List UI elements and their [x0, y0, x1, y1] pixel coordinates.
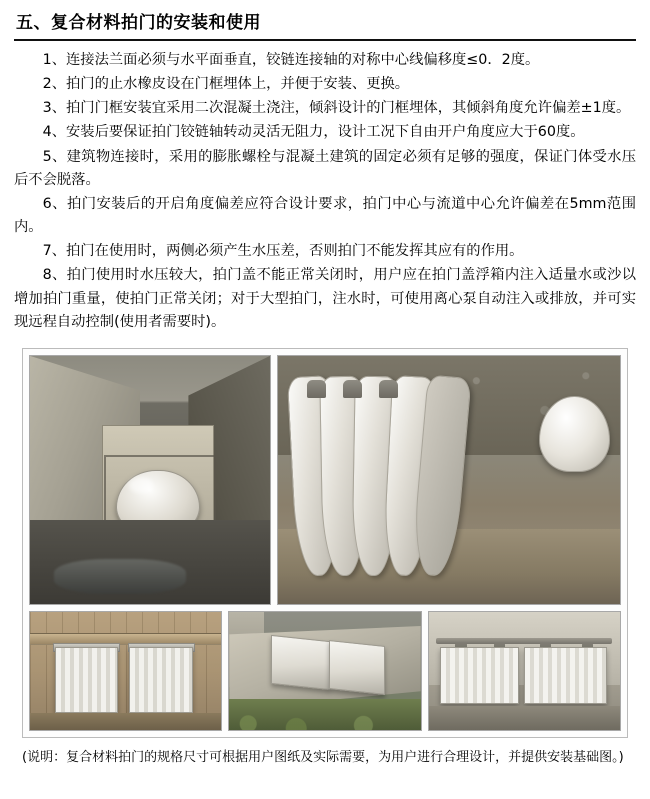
gate-panel: [129, 647, 192, 713]
photo-channel-flap-gate: [29, 355, 271, 605]
page-title: 五、复合材料拍门的安装和使用: [16, 13, 261, 33]
gate-panel: [440, 647, 519, 703]
photo-collage: [22, 348, 628, 738]
photo-wall-mounted-gates: [428, 611, 621, 731]
body-paragraph-5: 5、建筑物连接时，采用的膨胀螺栓与混凝土建筑的固定必须有足够的强度，保证门体受水压后不会脱落。: [14, 148, 636, 188]
gate-panel: [271, 635, 330, 690]
body-paragraph-8: 8、拍门使用时水压较大，拍门盖不能正常关闭时，用户应在拍门盖浮箱内注入适量水或沙以增加拍门重量，使拍门正常关闭；对于大型拍门，注水时，可使用离心泵自动注入或排放，并可实现远程自动控制(使用者需要时)。: [14, 267, 636, 330]
hinge-bracket: [307, 380, 326, 398]
photo-row-bottom: [29, 611, 621, 731]
body-paragraph-7: 7、拍门在使用时，两侧必须产生水压差，否则拍门不能发挥其应有的作用。: [42, 243, 524, 260]
photo-gates-on-slope: [228, 611, 421, 731]
body-paragraph-4: 4、安装后要保证拍门铰链轴转动灵活无阻力，设计工况下自由开户角度应大于60度。: [42, 124, 585, 141]
body-paragraph-6: 6、拍门安装后的开启角度偏差应符合设计要求，拍门中心与流道中心允许偏差在5mm范围内。: [14, 195, 636, 236]
ground-floor: [429, 706, 620, 730]
body-paragraph-3: 3、拍门门框安装宜采用二次混凝土浇注，倾斜设计的门框埋体，其倾斜角度允许偏差±1度。: [42, 100, 631, 117]
vegetation: [229, 699, 420, 730]
water-surface: [54, 559, 186, 594]
title-divider: [14, 39, 636, 41]
hinge-bracket: [343, 380, 362, 398]
channel-bottom: [30, 713, 221, 730]
body-paragraph-2: 2、拍门的止水橡皮设在门框埋体上，并便于安装、更换。: [42, 76, 410, 93]
gate-panel: [524, 647, 606, 703]
gate-panel: [329, 640, 385, 695]
photo-twin-gates-formwork: [29, 611, 222, 731]
photo-row-top: [29, 355, 621, 605]
gate-panel: [55, 647, 118, 713]
body-paragraph-1: 1、连接法兰面必须与水平面垂直，铰链连接轴的对称中心线偏移度≤0．2度。: [42, 52, 540, 68]
gate-leaf-stack: [292, 376, 504, 574]
hinge-bracket: [379, 380, 398, 398]
photo-stacked-gate-leaves: [277, 355, 621, 605]
figure-caption: (说明：复合材料拍门的规格尺寸可根据用户图纸及实际需要，为用户进行合理设计，并提供安装基础图。): [22, 749, 624, 765]
